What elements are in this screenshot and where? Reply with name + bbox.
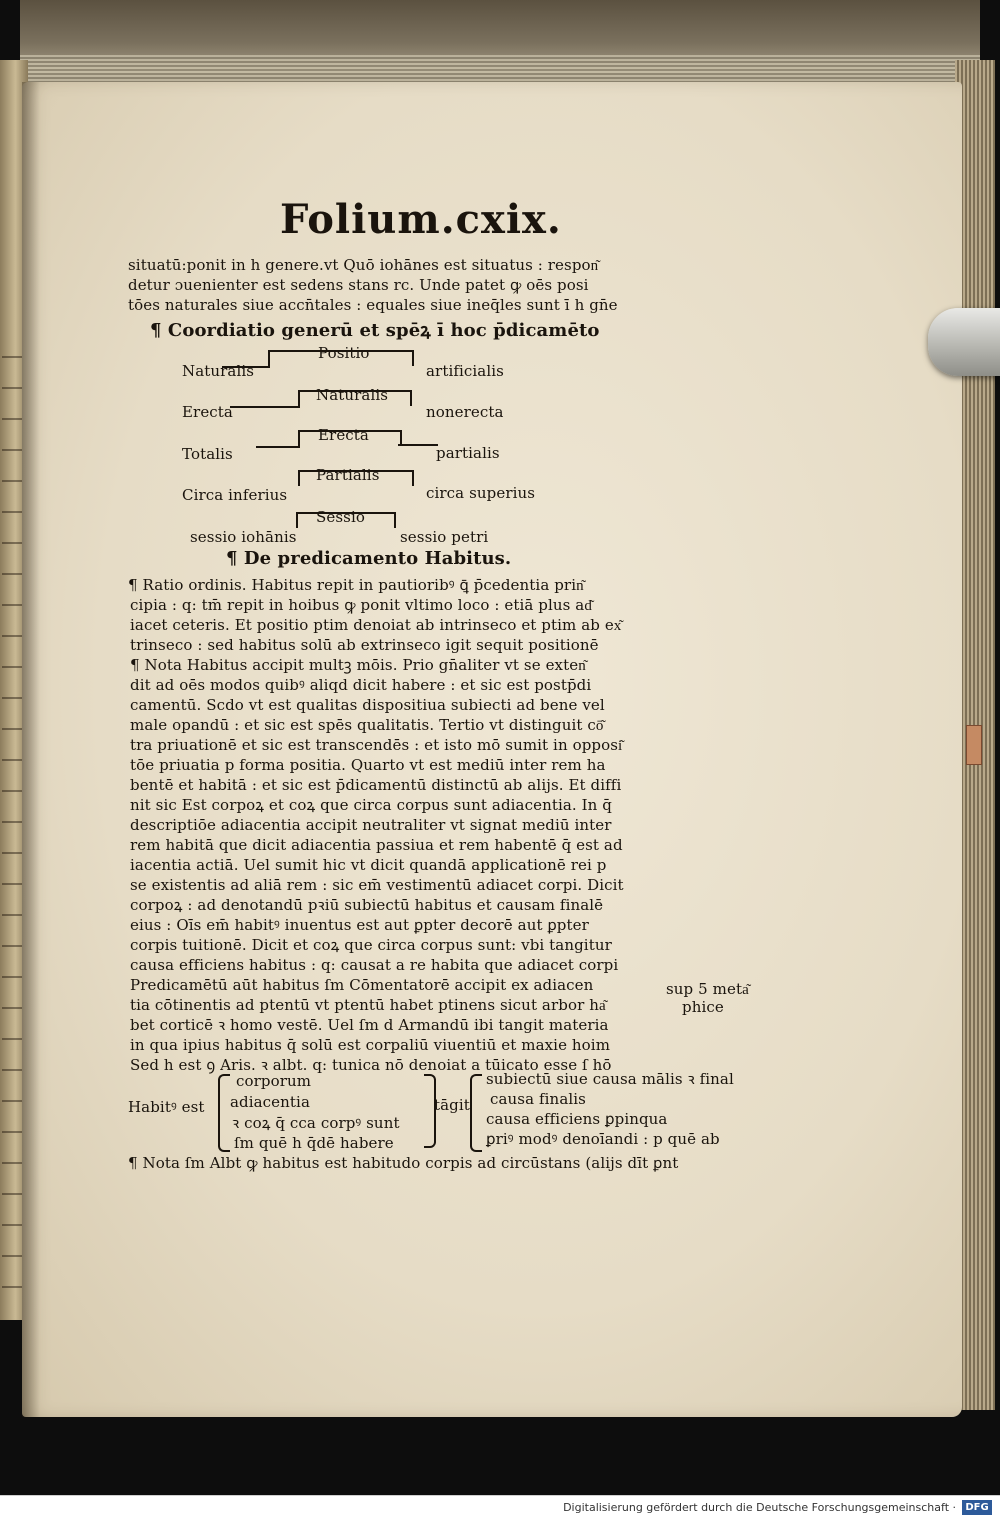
tree-connector bbox=[398, 444, 438, 446]
body-line: causa efficiens habitus : q: causat a re habita que adiacet corpi bbox=[130, 956, 619, 974]
book-top-edge bbox=[20, 0, 980, 95]
body-line: rem habitā que dicit adiacentia passiua et rem habentē q̄ est ad bbox=[130, 836, 623, 854]
body-line: tōe priuatia p forma positia. Quarto vt est mediū inter rem ha bbox=[130, 756, 606, 774]
body-line: nit sic Est corpoꝝ et coꝝ que circa corpus sunt adiacentia. In q̄ bbox=[130, 796, 612, 814]
last-line: ¶ Nota ſm Albt ꝙ habitus est habitudo corpis ad circūstans (alijs dīt ꝑnt bbox=[128, 1154, 679, 1172]
body-line: ¶ Ratio ordinis. Habitus repit in pautioribꝰ ꝗ̄ p̄cedentia prin͂ bbox=[128, 576, 584, 594]
body-line: descriptiōe adiacentia accipit neutraliter vt signat mediū inter bbox=[130, 816, 612, 834]
body-line: iacentia actiā. Uel sumit hic vt dicit quandā applicationē rei p bbox=[130, 856, 607, 874]
habitus-label: Habitꝰ est bbox=[128, 1098, 205, 1116]
tree-center-3: Erecta bbox=[318, 426, 369, 444]
habitus-right-item: ꝑriꝰ modꝰ denoīandi : p quē ab bbox=[486, 1130, 720, 1148]
tree-center-1: Positio bbox=[318, 344, 370, 362]
body-line: se existentis ad aliā rem : sic em̄ vestimentū adiacet corpi. Dicit bbox=[130, 876, 624, 894]
tree-connector bbox=[230, 406, 300, 408]
habitus-right-item: causa efficiens ꝑpinqua bbox=[486, 1110, 668, 1128]
facing-page-text-fragments bbox=[2, 340, 22, 1290]
habitus-item: adiacentia bbox=[230, 1093, 310, 1111]
body-line: corpoꝝ : ad denotandū pꝛiū subiectū habitus et causam finalē bbox=[130, 896, 604, 914]
tree-left-1: Naturalis bbox=[182, 362, 255, 380]
body-line: trinseco : sed habitus solū ab extrinseco igit sequit positionē bbox=[130, 636, 599, 654]
tree-left-4: Circa inferius bbox=[182, 486, 288, 504]
body-line: bentē et habitā : et sic est p̄dicamentū distinctū ab alijs. Et diffi bbox=[130, 776, 622, 794]
tree-right-2: nonerecta bbox=[426, 403, 504, 421]
margin-note-line-2: phice bbox=[682, 998, 724, 1016]
habitus-right-brace bbox=[470, 1074, 482, 1152]
tree-center-4: Partialis bbox=[316, 466, 380, 484]
coordinatio-title: ¶ Coordiatio generū et spēꝝ ī hoc p̄dicamēto bbox=[150, 320, 600, 341]
folio-heading: Folium.cxix. bbox=[280, 196, 562, 243]
habitus-item: ſm quē h q̄dē habere bbox=[234, 1134, 394, 1152]
body-line: ¶ Nota Habitus accipit multꝫ mōis. Prio gn̄aliter vt se exten͂ bbox=[130, 656, 586, 674]
body-line: iacet ceteris. Et positio ptim denoiat ab intrinseco et ptim ab ex͂ bbox=[130, 616, 622, 634]
body-line: tra priuationē et sic est transcendēs : et isto mō sumit in opposi͂ bbox=[130, 736, 623, 754]
body-line: bet corticē ꝛ homo vestē. Uel ſm d Armandū ibi tangit materia bbox=[130, 1016, 609, 1034]
body-line: cipia : q: tm̄ repit in hoibus ꝙ ponit vltimo loco : etiā plus ad͂ bbox=[130, 596, 592, 614]
body-line: Sed h est ꝯ Aris. ꝛ albt. q: tunica nō denoiat a tūicato esse ſ hō bbox=[130, 1056, 612, 1074]
body-line: male opandū : et sic est spēs qualitatis. Tertio vt distinguit cō͂ bbox=[130, 716, 604, 734]
tree-right-3: partialis bbox=[436, 444, 500, 462]
spine-shadow bbox=[22, 82, 40, 1417]
habitus-item: corporum bbox=[236, 1072, 312, 1090]
tree-right-1: artificialis bbox=[426, 362, 504, 380]
body-line: in qua ipius habitus q̄ solū est corpaliū viuentiū et maxie hoim bbox=[130, 1036, 611, 1054]
body-line: eius : Oīs em̄ habitꝰ inuentus est aut ꝑpter decorē aut ꝑpter bbox=[130, 916, 589, 934]
tree-center-5: Sessio bbox=[316, 508, 365, 526]
habitus-middle: tāgit bbox=[434, 1096, 470, 1114]
tree-center-2: Naturalis bbox=[316, 386, 389, 404]
tree-connector bbox=[256, 446, 300, 448]
dfg-logo: DFG bbox=[962, 1500, 992, 1515]
body-line: tia cōtinentis ad ptentū vt ptentū habet ptinens sicut arbor ha͂ bbox=[130, 996, 606, 1014]
intro-line-2: detur ɔuenienter est sedens stans rc. Unde patet ꝙ oēs posi bbox=[128, 276, 589, 294]
page-clip bbox=[928, 308, 1000, 376]
funding-credit: Digitalisierung gefördert durch die Deutsche Forschungsgemeinschaft · bbox=[563, 1501, 956, 1514]
bookmark-tab bbox=[966, 725, 982, 765]
tree-left-5: sessio iohānis bbox=[190, 528, 297, 546]
tree-left-3: Totalis bbox=[182, 445, 233, 463]
habitus-right-item: causa finalis bbox=[490, 1090, 586, 1108]
body-line: dit ad oēs modos quibꝰ aliqd dicit habere : et sic est postp̄di bbox=[130, 676, 592, 694]
body-line: Predicamētū aūt habitus ſm Cōmentatorē accipit ex adiacen bbox=[130, 976, 594, 994]
tree-right-4: circa superius bbox=[426, 484, 536, 502]
habitus-left-brace bbox=[218, 1074, 230, 1152]
footer-bar bbox=[0, 1495, 1000, 1520]
body-line: corpis tuitionē. Dicit et coꝝ que circa corpus sunt: vbi tangitur bbox=[130, 936, 612, 954]
tree-right-5: sessio petri bbox=[400, 528, 489, 546]
body-line: camentū. Scdo vt est qualitas dispositiua subiecti ad bene vel bbox=[130, 696, 605, 714]
intro-line-3: tōes naturales siue accn̄tales : equales siue ineq̄les sunt ī h gn̄e bbox=[128, 296, 618, 314]
habitus-right-item: subiectū siue causa mālis ꝛ final bbox=[486, 1070, 734, 1088]
habitus-item: ꝛ coꝝ q̄ cca corpꝰ sunt bbox=[232, 1114, 400, 1132]
tree-left-2: Erecta bbox=[182, 403, 233, 421]
section-title: ¶ De predicamento Habitus. bbox=[226, 548, 512, 569]
margin-note-line-1: sup 5 meta͂ bbox=[666, 980, 749, 998]
intro-line-1: situatū:ponit in h genere.vt Quō iohānes est situatus : respon͂ bbox=[128, 256, 599, 274]
